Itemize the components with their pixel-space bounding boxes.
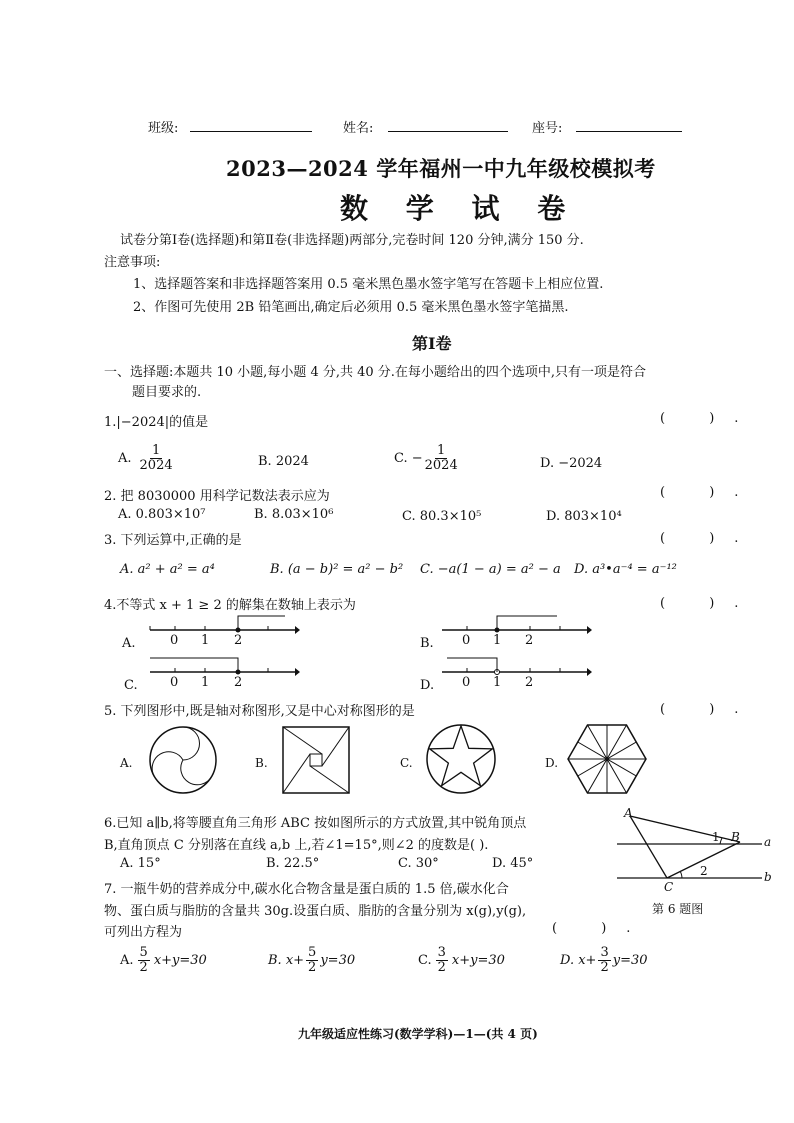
q5-option-b: B. bbox=[255, 756, 268, 770]
q6-fig-label-c-vertex: C bbox=[664, 880, 674, 894]
q7-c-num: 3 bbox=[437, 945, 446, 960]
q1-a-label: A. bbox=[118, 451, 132, 466]
q3-option-b: B. (a − b)² = a² − b² bbox=[270, 562, 404, 577]
name-blank[interactable] bbox=[388, 117, 508, 132]
q7-d-num: 3 bbox=[600, 945, 609, 960]
q6-option-c: C. 30° bbox=[398, 856, 439, 871]
q3-option-d: D. a³•a⁻⁴ = a⁻¹² bbox=[574, 562, 677, 577]
q7-b-fraction bbox=[306, 946, 318, 975]
q7-d-fraction bbox=[598, 946, 610, 975]
q4-b-tick-1: 1 bbox=[493, 633, 502, 648]
q4-option-b: B. bbox=[420, 636, 434, 651]
q5-option-a: A. bbox=[120, 756, 133, 770]
q7-option-b bbox=[268, 946, 355, 975]
q4-b-tick-0: 0 bbox=[462, 633, 471, 648]
q7-b-label: B. x+ bbox=[268, 953, 305, 968]
section-instruction-2: 题目要求的. bbox=[132, 385, 202, 400]
q7-option-c bbox=[418, 946, 505, 975]
q4-d-tick-2: 2 bbox=[525, 675, 534, 690]
q5-figure-b bbox=[282, 726, 350, 794]
q6-option-a: A. 15° bbox=[120, 856, 161, 871]
q7-a-label: A. bbox=[120, 953, 134, 968]
q1-c-fraction bbox=[425, 444, 458, 473]
q7-line-2: 物、蛋白质与脂肪的含量共 30g.设蛋白质、脂肪的含量分别为 x(g),y(g), bbox=[104, 904, 527, 919]
notice-1: 1、选择题答案和非选择题答案用 0.5 毫米黑色墨水签字笔写在答题卡上相应位置. bbox=[133, 277, 604, 292]
name-label: 姓名: bbox=[343, 121, 374, 136]
q7-line-1: 7. 一瓶牛奶的营养成分中,碳水化合物含量是蛋白质的 1.5 倍,碳水化合 bbox=[104, 882, 509, 897]
q2-option-b: B. 8.03×10⁶ bbox=[254, 507, 334, 522]
q5-answer-paren[interactable]: ( ). bbox=[660, 702, 759, 717]
q1-stem: 1.|−2024|的值是 bbox=[104, 415, 209, 430]
q5-option-c: C. bbox=[400, 756, 413, 770]
q6-fig-label-line-b: b bbox=[764, 870, 772, 884]
q4-stem: 4.不等式 x + 1 ≥ 2 的解集在数轴上表示为 bbox=[104, 598, 356, 613]
q2-answer-paren[interactable]: ( ). bbox=[660, 485, 759, 500]
q4-c-tick-1: 1 bbox=[201, 675, 210, 690]
q7-c-den: 2 bbox=[437, 960, 446, 975]
q4-d-tick-1: 1 bbox=[493, 675, 502, 690]
q6-fig-label-line-a: a bbox=[764, 835, 772, 849]
q5-figure-c bbox=[425, 723, 497, 795]
q2-option-d: D. 803×10⁴ bbox=[546, 509, 622, 524]
section-instruction: 一、选择题:本题共 10 小题,每小题 4 分,共 40 分.在每小题给出的四个选项中,只有一项是符合 bbox=[104, 365, 647, 380]
q7-b-rest: y=30 bbox=[320, 953, 356, 968]
exam-subtitle: 数 学 试 卷 bbox=[340, 192, 580, 225]
q6-fig-angle-1: 1 bbox=[712, 830, 720, 844]
q1-a-den: 2024 bbox=[139, 458, 173, 473]
q2-stem: 2. 把 8030000 用科学记数法表示应为 bbox=[104, 489, 330, 504]
q5-option-d: D. bbox=[545, 756, 559, 770]
q2-option-a: A. 0.803×10⁷ bbox=[118, 507, 206, 522]
q7-option-a bbox=[120, 946, 207, 975]
q4-d-tick-0: 0 bbox=[462, 675, 471, 690]
q1-option-c bbox=[394, 444, 458, 473]
seat-label: 座号: bbox=[532, 121, 563, 136]
q6-figure bbox=[612, 806, 782, 896]
q7-a-rest: x+y=30 bbox=[153, 953, 207, 968]
q1-option-a bbox=[118, 444, 173, 473]
q4-answer-paren[interactable]: ( ). bbox=[660, 596, 759, 611]
q4-option-d: D. bbox=[420, 678, 435, 693]
notice-label: 注意事项: bbox=[104, 255, 161, 270]
q6-fig-angle-2: 2 bbox=[700, 864, 708, 878]
q3-answer-paren[interactable]: ( ). bbox=[660, 531, 759, 546]
q4-b-tick-2: 2 bbox=[525, 633, 534, 648]
q7-c-fraction bbox=[436, 946, 448, 975]
q4-a-tick-1: 1 bbox=[201, 633, 210, 648]
q7-answer-paren[interactable]: ( ). bbox=[552, 921, 651, 936]
q7-d-label: D. x+ bbox=[560, 953, 597, 968]
q1-a-fraction bbox=[140, 444, 173, 473]
section-title: 第Ⅰ卷 bbox=[412, 334, 452, 353]
q1-option-b: B. 2024 bbox=[258, 454, 309, 469]
q1-answer-paren[interactable]: ( ). bbox=[660, 411, 759, 426]
q2-option-c: C. 80.3×10⁵ bbox=[402, 509, 482, 524]
q4-c-tick-2: 2 bbox=[234, 675, 243, 690]
q1-c-den: 2024 bbox=[424, 458, 458, 473]
q7-a-den: 2 bbox=[139, 960, 148, 975]
q4-option-c: C. bbox=[124, 678, 138, 693]
q7-d-rest: y=30 bbox=[612, 953, 648, 968]
q6-fig-label-b-vertex: B bbox=[731, 830, 740, 844]
class-label: 班级: bbox=[148, 121, 179, 136]
q4-option-a: A. bbox=[122, 636, 136, 651]
page-footer: 九年级适应性练习(数学学科)—1—(共 4 页) bbox=[298, 1027, 538, 1041]
q1-a-num: 1 bbox=[151, 443, 161, 458]
q6-line-2: B,直角顶点 C 分别落在直线 a,b 上,若∠1=15°,则∠2 的度数是( ). bbox=[104, 838, 489, 853]
q5-figure-a bbox=[148, 725, 218, 795]
q3-stem: 3. 下列运算中,正确的是 bbox=[104, 533, 242, 548]
q7-a-fraction bbox=[138, 946, 150, 975]
q6-option-d: D. 45° bbox=[492, 856, 534, 871]
q7-d-den: 2 bbox=[600, 960, 609, 975]
q6-line-1: 6.已知 a∥b,将等腰直角三角形 ABC 按如图所示的方式放置,其中锐角顶点 bbox=[104, 816, 527, 831]
q4-c-tick-0: 0 bbox=[170, 675, 179, 690]
q7-line-3: 可列出方程为 bbox=[104, 925, 183, 940]
q7-b-den: 2 bbox=[308, 960, 317, 975]
q6-option-b: B. 22.5° bbox=[266, 856, 320, 871]
seat-blank[interactable] bbox=[576, 117, 682, 132]
q7-a-num: 5 bbox=[139, 945, 148, 960]
class-blank[interactable] bbox=[190, 117, 312, 132]
q5-stem: 5. 下列图形中,既是轴对称图形,又是中心对称图形的是 bbox=[104, 704, 415, 719]
q4-a-tick-2: 2 bbox=[234, 633, 243, 648]
q7-b-num: 5 bbox=[308, 945, 317, 960]
q7-c-label: C. bbox=[418, 953, 432, 968]
q5-figure-d bbox=[568, 724, 646, 794]
q6-fig-caption: 第 6 题图 bbox=[652, 902, 704, 916]
q6-fig-label-a-vertex: A bbox=[624, 806, 633, 820]
q1-c-label: C. − bbox=[394, 451, 423, 466]
q3-option-a: A. a² + a² = a⁴ bbox=[120, 562, 215, 577]
intro-text: 试卷分第Ⅰ卷(选择题)和第Ⅱ卷(非选择题)两部分,完卷时间 120 分钟,满分 150 分. bbox=[120, 233, 584, 248]
q1-c-num: 1 bbox=[437, 443, 446, 458]
q7-c-rest: x+y=30 bbox=[451, 953, 505, 968]
q1-option-d: D. −2024 bbox=[540, 456, 603, 471]
q3-option-c: C. −a(1 − a) = a² − a bbox=[420, 562, 561, 577]
notice-2: 2、作图可先使用 2B 铅笔画出,确定后必须用 0.5 毫米黑色墨水签字笔描黑. bbox=[133, 300, 569, 315]
exam-title: 2023—2024 学年福州一中九年级校模拟考 bbox=[226, 156, 656, 181]
q4-a-tick-0: 0 bbox=[170, 633, 179, 648]
q7-option-d bbox=[560, 946, 648, 975]
